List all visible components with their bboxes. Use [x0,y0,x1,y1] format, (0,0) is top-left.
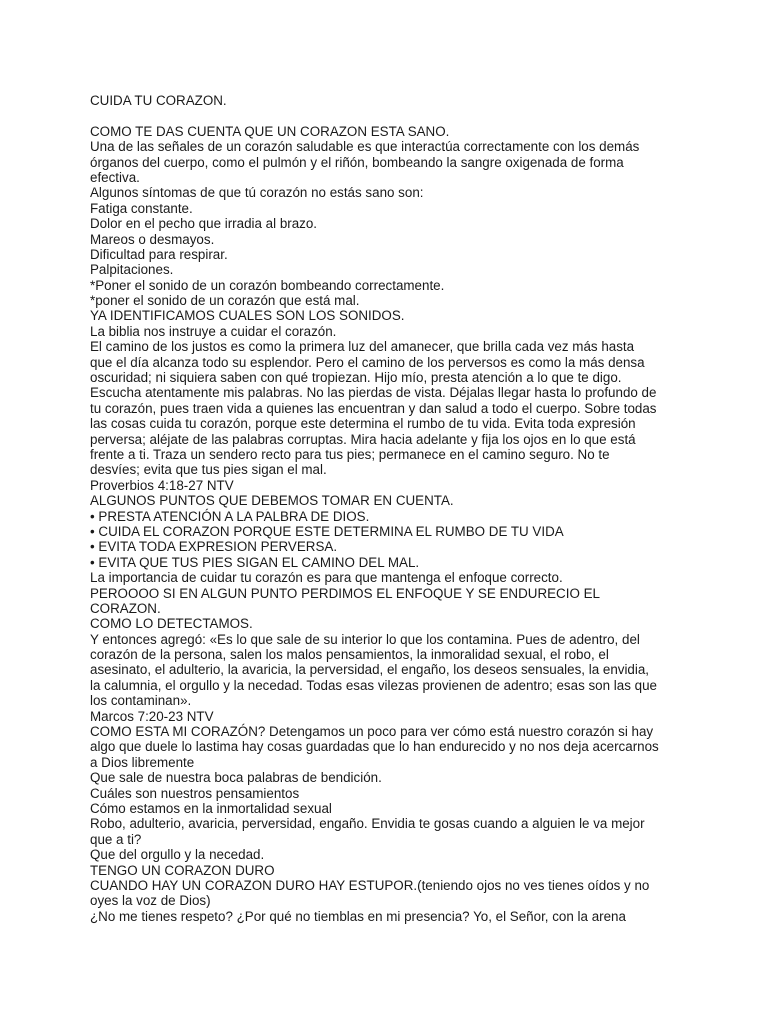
text-line: • EVITA TODA EXPRESION PERVERSA. [90,539,338,555]
text-line: COMO LO DETECTAMOS. [90,616,253,632]
text-line: la calumnia, el orgullo y la necedad. Todas esas vilezas provienen de adentro; esas son las que [90,677,657,693]
text-line: YA IDENTIFICAMOS CUALES SON LOS SONIDOS. [90,308,405,324]
text-line: La biblia nos instruye a cuidar el corazón. [90,323,337,339]
text-line: • EVITA QUE TUS PIES SIGAN EL CAMINO DEL MAL. [90,554,420,570]
text-line: perversa; aléjate de las palabras corruptas. Mira hacia adelante y fija los ojos en lo que está [90,431,636,447]
text-line: Escucha atentamente mis palabras. No las pierdas de vista. Déjalas llegar hasta lo profundo de [90,385,657,401]
text-line: Mareos o desmayos. [90,231,215,247]
document-title: CUIDA TU CORAZON. [90,93,227,108]
text-line: • CUIDA EL CORAZON PORQUE ESTE DETERMINA EL RUMBO DE TU VIDA [90,523,564,539]
text-line: a Dios libremente [90,754,195,770]
text-line: ALGUNOS PUNTOS QUE DEBEMOS TOMAR EN CUENTA. [90,493,454,509]
document-page [90,93,730,924]
text-line: El camino de los justos es como la primera luz del amanecer, que brilla cada vez más hasta [90,339,635,355]
text-line: Marcos 7:20-23 NTV [90,708,214,724]
text-line: Robo, adulterio, avaricia, perversidad, engaño. Envidia te gosas cuando a alguien le va mejor [90,816,645,832]
text-line: asesinato, el adulterio, la avaricia, la perversidad, el engaño, los deseos sensuales, la envidia, [90,662,650,678]
text-line: desvíes; evita que tus pies sigan el mal. [90,462,327,478]
text-line: efectiva. [90,169,140,185]
text-line: que a ti? [90,831,142,847]
text-line: *poner el sonido de un corazón que está mal. [90,293,360,309]
text-line: Que sale de nuestra boca palabras de bendición. [90,770,382,786]
text-line: Algunos síntomas de que tú corazón no estás sano son: [90,185,424,201]
text-line: los contaminan». [90,693,192,709]
text-line: COMO TE DAS CUENTA QUE UN CORAZON ESTA SANO. [90,123,450,139]
text-line: ¿No me tienes respeto? ¿Por qué no tiemblas en mi presencia? Yo, el Señor, con la arena [90,908,626,924]
text-line: Una de las señales de un corazón saludable es que interactúa correctamente con los demás [90,139,640,155]
text-line: Y entonces agregó: «Es lo que sale de su interior lo que los contamina. Pues de adentro, del [90,631,640,647]
text-line: La importancia de cuidar tu corazón es para que mantenga el enfoque correcto. [90,570,563,586]
text-line: TENGO UN CORAZON DURO [90,862,275,878]
text-line: oyes la voz de Dios) [90,893,211,909]
blank-line [90,108,730,123]
text-line: *Poner el sonido de un corazón bombeando correctamente. [90,277,445,293]
text-line: Fatiga constante. [90,200,193,216]
text-line: Cómo estamos en la inmortalidad sexual [90,800,332,816]
text-line: • PRESTA ATENCIÓN A LA PALBRA DE DIOS. [90,508,370,524]
text-line: COMO ESTA MI CORAZÓN? Detengamos un poco para ver cómo está nuestro corazón si hay [90,724,654,740]
text-line: corazón de la persona, salen los malos pensamientos, la inmoralidad sexual, el robo, el [90,647,609,663]
text-line: Proverbios 4:18-27 NTV [90,477,234,493]
text-line: oscuridad; ni siquiera saben con qué tropiezan. Hijo mío, presta atención a lo que te digo. [90,370,622,386]
text-line: órganos del cuerpo, como el pulmón y el riñón, bombeando la sangre oxigenada de forma [90,154,624,170]
text-line: Dificultad para respirar. [90,246,228,262]
text-line: tu corazón, pues traen vida a quienes las encuentran y dan salud a todo el cuerpo. Sobre todas [90,400,657,416]
text-line: algo que duele lo lastima hay cosas guardadas que lo han endurecido y no nos deja acercarnos [90,739,659,755]
text-line: CORAZON. [90,600,161,616]
text-line: CUANDO HAY UN CORAZON DURO HAY ESTUPOR.(teniendo ojos no ves tienes oídos y no [90,877,650,893]
text-line: Dolor en el pecho que irradia al brazo. [90,216,318,232]
text-line: las cosas cuida tu corazón, porque este determina el rumbo de tu vida. Evita toda expresión [90,416,636,432]
text-line: frente a ti. Traza un sendero recto para tus pies; permanece en el camino seguro. No te [90,446,610,462]
text-line: Cuáles son nuestros pensamientos [90,785,300,801]
text-line: Palpitaciones. [90,262,174,278]
text-line: Que del orgullo y la necedad. [90,847,265,863]
document-body [90,124,730,924]
text-line: PEROOOO SI EN ALGUN PUNTO PERDIMOS EL ENFOQUE Y SE ENDURECIO EL [90,585,600,601]
text-line: que el día alcanza todo su esplendor. Pero el camino de los perversos es como la más densa [90,354,645,370]
